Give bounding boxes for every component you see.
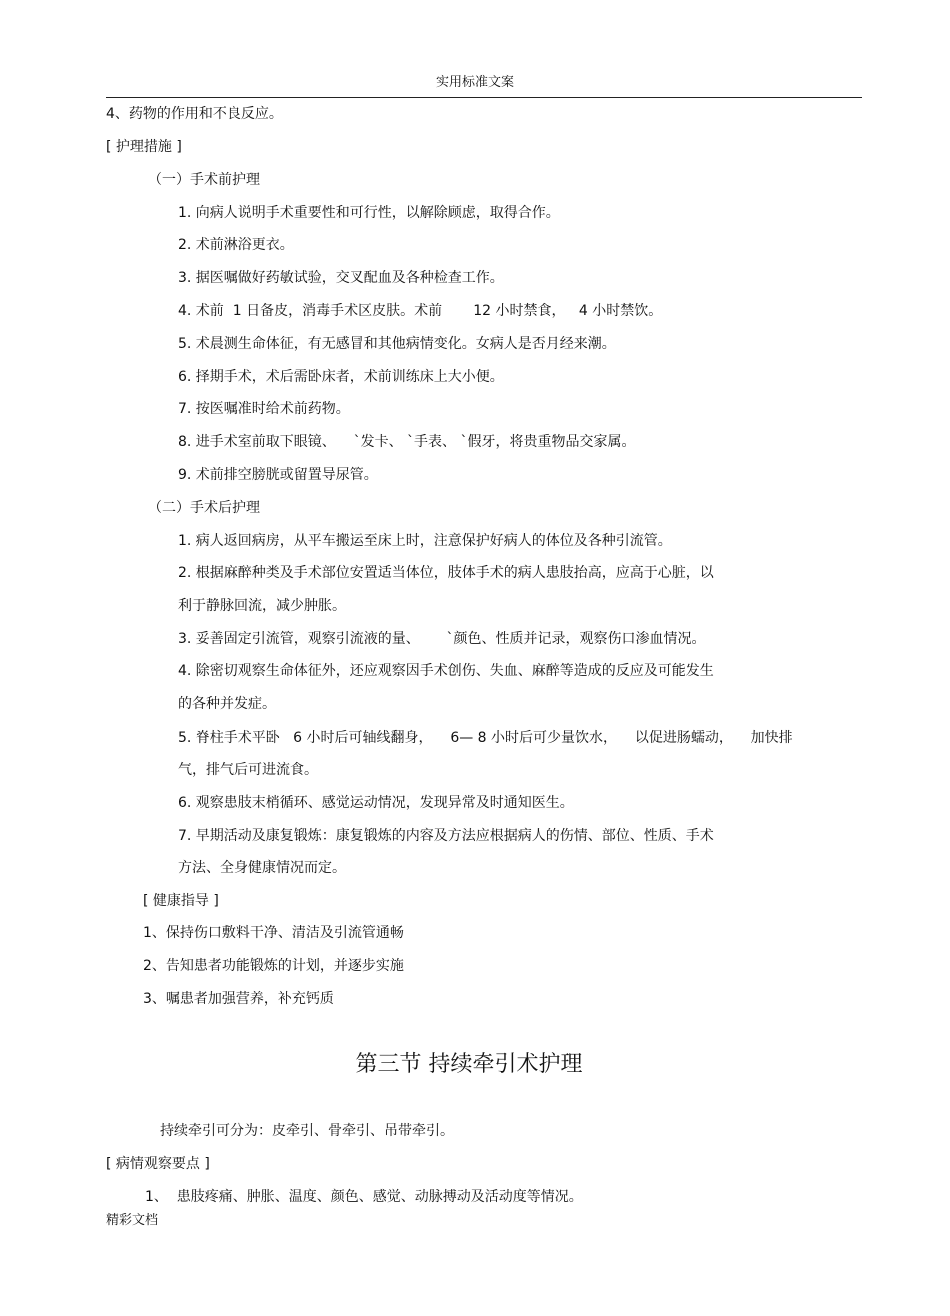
post-op-item: 5. 脊柱手术平卧 6 小时后可轴线翻身， 6— 8 小时后可少量饮水， 以促进肠蠕动， 加快排 — [178, 730, 793, 746]
post-op-item: 6. 观察患肢末梢循环、感觉运动情况，发现异常及时通知医生。 — [178, 795, 574, 811]
health-guidance-item: 1、保持伤口敷料干净、清洁及引流管通畅 — [143, 925, 404, 941]
post-op-item: 2. 根据麻醉种类及手术部位安置适当体位，肢体手术的病人患肢抬高，应高于心脏，以 — [178, 565, 714, 581]
pre-op-item: 2. 术前淋浴更衣。 — [178, 237, 294, 253]
post-op-item-continued: 利于静脉回流，减少肿胀。 — [178, 598, 346, 614]
pre-op-item: 3. 据医嘱做好药敏试验，交叉配血及各种检查工作。 — [178, 270, 504, 286]
health-guidance-item: 2、告知患者功能锻炼的计划，并逐步实施 — [143, 958, 404, 974]
page-header-title: 实用标准文案 — [435, 75, 514, 90]
pre-op-item: 9. 术前排空膀胱或留置导尿管。 — [178, 467, 378, 483]
pre-op-item: 5. 术晨测生命体征，有无感冒和其他病情变化。女病人是否月经来潮。 — [178, 336, 616, 352]
post-op-item-continued: 的各种并发症。 — [178, 696, 276, 712]
post-op-item: 7. 早期活动及康复锻炼：康复锻炼的内容及方法应根据病人的伤情、部位、性质、手术 — [178, 828, 714, 844]
observation-points-heading: [ 病情观察要点 ] — [106, 1156, 210, 1172]
pre-op-item: 6. 择期手术，术后需卧床者，术前训练床上大小便。 — [178, 369, 504, 385]
post-op-heading: （二）手术后护理 — [148, 500, 260, 516]
pre-op-item: 7. 按医嘱准时给术前药物。 — [178, 401, 350, 417]
traction-types-text: 持续牵引可分为：皮牵引、骨牵引、吊带牵引。 — [160, 1123, 454, 1139]
post-op-item: 1. 病人返回病房，从平车搬运至床上时，注意保护好病人的体位及各种引流管。 — [178, 533, 672, 549]
nursing-measures-heading: [ 护理措施 ] — [106, 139, 182, 155]
pre-op-item: 1. 向病人说明手术重要性和可行性，以解除顾虑，取得合作。 — [178, 205, 560, 221]
post-op-item-continued: 方法、全身健康情况而定。 — [178, 860, 346, 876]
health-guidance-heading: [ 健康指导 ] — [143, 893, 219, 909]
observation-item: 1、 患肢疼痛、肿胀、温度、颜色、感觉、动脉搏动及活动度等情况。 — [145, 1189, 583, 1205]
header-divider — [106, 97, 862, 98]
post-op-item: 4. 除密切观察生命体征外，还应观察因手术创伤、失血、麻醉等造成的反应及可能发生 — [178, 663, 714, 679]
post-op-item-continued: 气，排气后可进流食。 — [178, 762, 318, 778]
drug-effects-item: 4、药物的作用和不良反应。 — [106, 106, 283, 122]
pre-op-item: 8. 进手术室前取下眼镜、 `发卡、 `手表、 `假牙，将贵重物品交家属。 — [178, 434, 636, 450]
post-op-item: 3. 妥善固定引流管，观察引流液的量、 `颜色、性质并记录，观察伤口渗血情况。 — [178, 631, 706, 647]
health-guidance-item: 3、嘱患者加强营养，补充钙质 — [143, 991, 334, 1007]
pre-op-item: 4. 术前 1 日备皮，消毒手术区皮肤。术前 12 小时禁食， 4 小时禁饮。 — [178, 303, 663, 319]
section-title: 第三节 持续牵引术护理 — [355, 1052, 583, 1077]
pre-op-heading: （一）手术前护理 — [148, 172, 260, 188]
page-footer: 精彩文档 — [106, 1213, 159, 1228]
